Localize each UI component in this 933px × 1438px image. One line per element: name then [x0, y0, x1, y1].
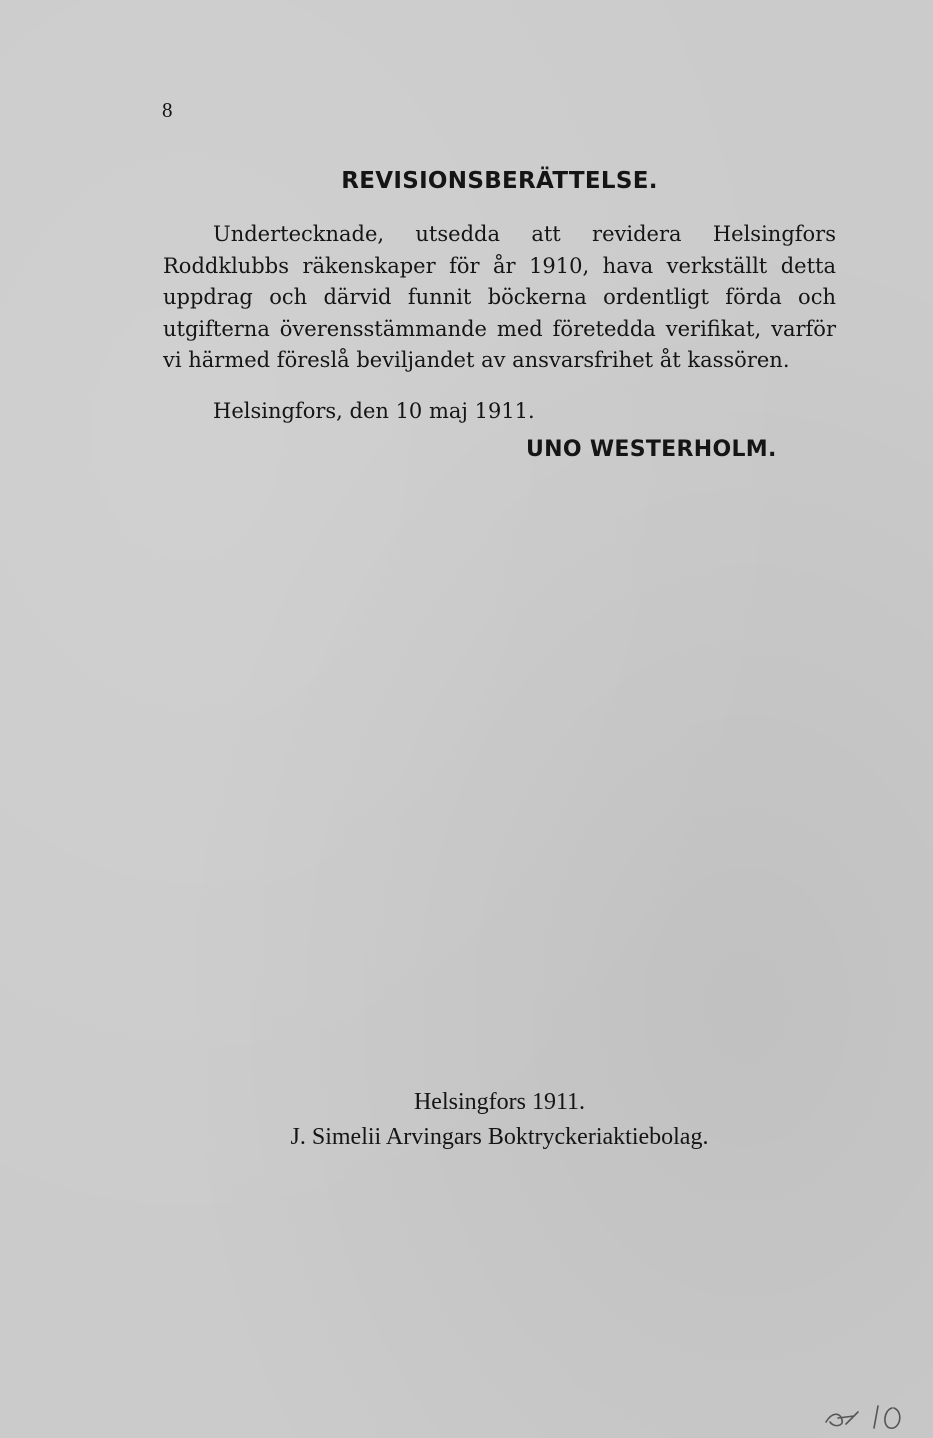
imprint-line-place-year: Helsingfors 1911. [413, 1089, 586, 1115]
signature-name: UNO WESTERHOLM. [526, 437, 777, 462]
place-and-date: Helsingfors, den 10 maj 1911. [213, 399, 535, 423]
imprint-line-printer: J. Simelii Arvingars Boktryckeriaktiebolag. [290, 1124, 709, 1150]
body-paragraph: Undertecknade, utsedda att revidera Helsingfors Roddklubbs räkenskaper för år 1910, hava verkställt detta uppdrag och därvid funnit böckerna ordentligt förda och utgifterna överensstämmande med företedda verifikat, varför vi härmed föreslå beviljandet av ansvarsfrihet åt kassören. [163, 222, 836, 372]
document-title: REVISIONSBERÄTTELSE. [341, 168, 658, 194]
printer-imprint [0, 1085, 933, 1155]
body-text-block [163, 219, 836, 377]
page-number: 8 [162, 98, 173, 122]
handwritten-archive-mark [820, 1398, 920, 1434]
